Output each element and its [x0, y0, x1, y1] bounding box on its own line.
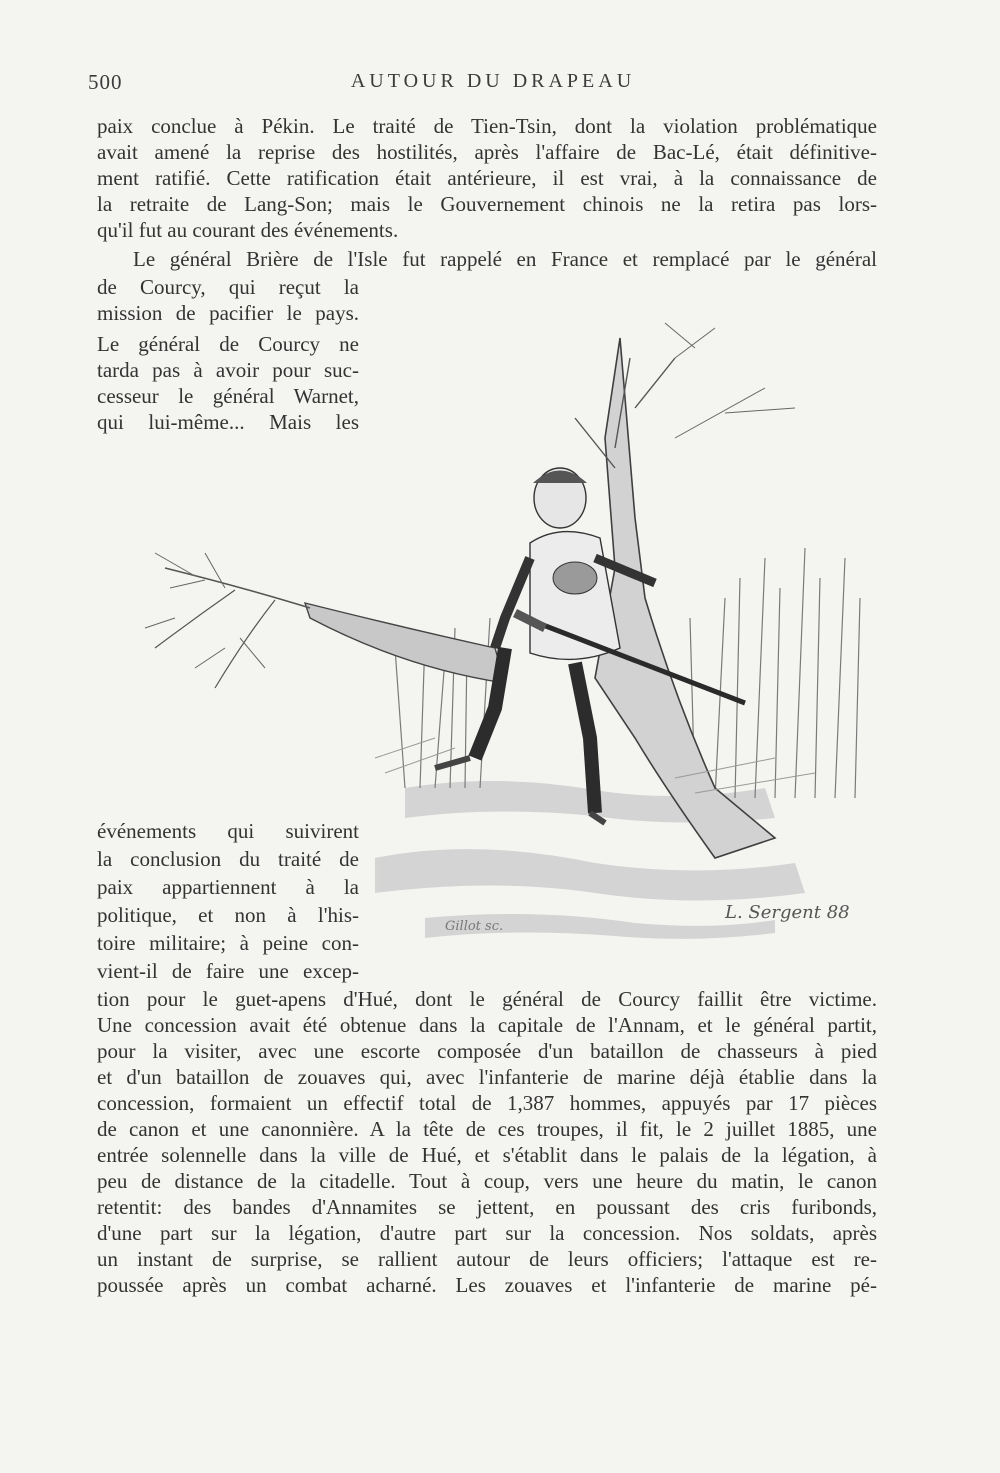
text-line: politique, et non à l'his- — [97, 903, 359, 927]
text-line: tion pour le guet-apens d'Hué, dont le général de Courcy faillit être victime. — [97, 987, 877, 1011]
running-title: AUTOUR DU DRAPEAU — [350, 70, 636, 92]
text-line: vient-il de faire une excep- — [97, 959, 359, 983]
text-line: concession, formaient un effectif total de 1,387 hommes, appuyés par 17 pièces — [97, 1091, 877, 1115]
text-line: cesseur le général Warnet, — [97, 384, 359, 408]
text-line: avait amené la reprise des hostilités, après l'affaire de Bac-Lé, était définitive- — [97, 140, 877, 164]
engraver-credit: Gillot sc. — [445, 919, 504, 934]
text-line: et d'un bataillon de zouaves qui, avec l'infanterie de marine déjà établie dans la — [97, 1065, 877, 1089]
text-line: la retraite de Lang-Son; mais le Gouvernement chinois ne la retira pas lors- — [97, 192, 877, 216]
text-line: paix conclue à Pékin. Le traité de Tien-Tsin, dont la violation problématique — [97, 114, 877, 138]
branch — [145, 553, 505, 688]
text-line: événements qui suivirent — [97, 819, 359, 843]
text-line: entrée solennelle dans la ville de Hué, et s'établit dans le palais de la légation, à — [97, 1143, 877, 1167]
text-line: peu de distance de la citadelle. Tout à coup, vers une heure du matin, le canon — [97, 1169, 877, 1193]
text-line: Une concession avait été obtenue dans la capitale de l'Annam, et le général partit, — [97, 1013, 877, 1037]
text-line: de Courcy, qui reçut la — [97, 275, 359, 299]
artist-signature: L. Sergent 88 — [725, 902, 850, 923]
text-line: Le général de Courcy ne — [97, 332, 359, 356]
text-line: d'une part sur la légation, d'autre part sur la concession. Nos soldats, après — [97, 1221, 877, 1245]
page-number: 500 — [88, 70, 123, 94]
text-line: poussée après un combat acharné. Les zouaves et l'infanterie de marine pé- — [97, 1273, 877, 1297]
text-line: un instant de surprise, se rallient autour de leurs officiers; l'attaque est re- — [97, 1247, 877, 1271]
text-line: pour la visiter, avec une escorte composée d'un bataillon de chasseurs à pied — [97, 1039, 877, 1063]
text-line: de canon et une canonnière. A la tête de ces troupes, il fit, le 2 juillet 1885, une — [97, 1117, 877, 1141]
page-header — [88, 62, 878, 102]
text-line: toire militaire; à peine con- — [97, 931, 359, 955]
text-line: Le général Brière de l'Isle fut rappelé en France et remplacé par le général — [133, 247, 877, 271]
text-line: la conclusion du traité de — [97, 847, 359, 871]
text-line: mission de pacifier le pays. — [97, 301, 359, 325]
text-line: qu'il fut au courant des événements. — [97, 218, 399, 242]
text-line: ment ratifié. Cette ratification était antérieure, il est vrai, à la connaissance de — [97, 166, 877, 190]
text-line: retentit: des bandes d'Annamites se jettent, en poussant des cris furibonds, — [97, 1195, 877, 1219]
text-line: paix appartiennent à la — [97, 875, 359, 899]
text-line: qui lui-même... Mais les — [97, 410, 359, 434]
text-line: tarda pas à avoir pour suc- — [97, 358, 359, 382]
